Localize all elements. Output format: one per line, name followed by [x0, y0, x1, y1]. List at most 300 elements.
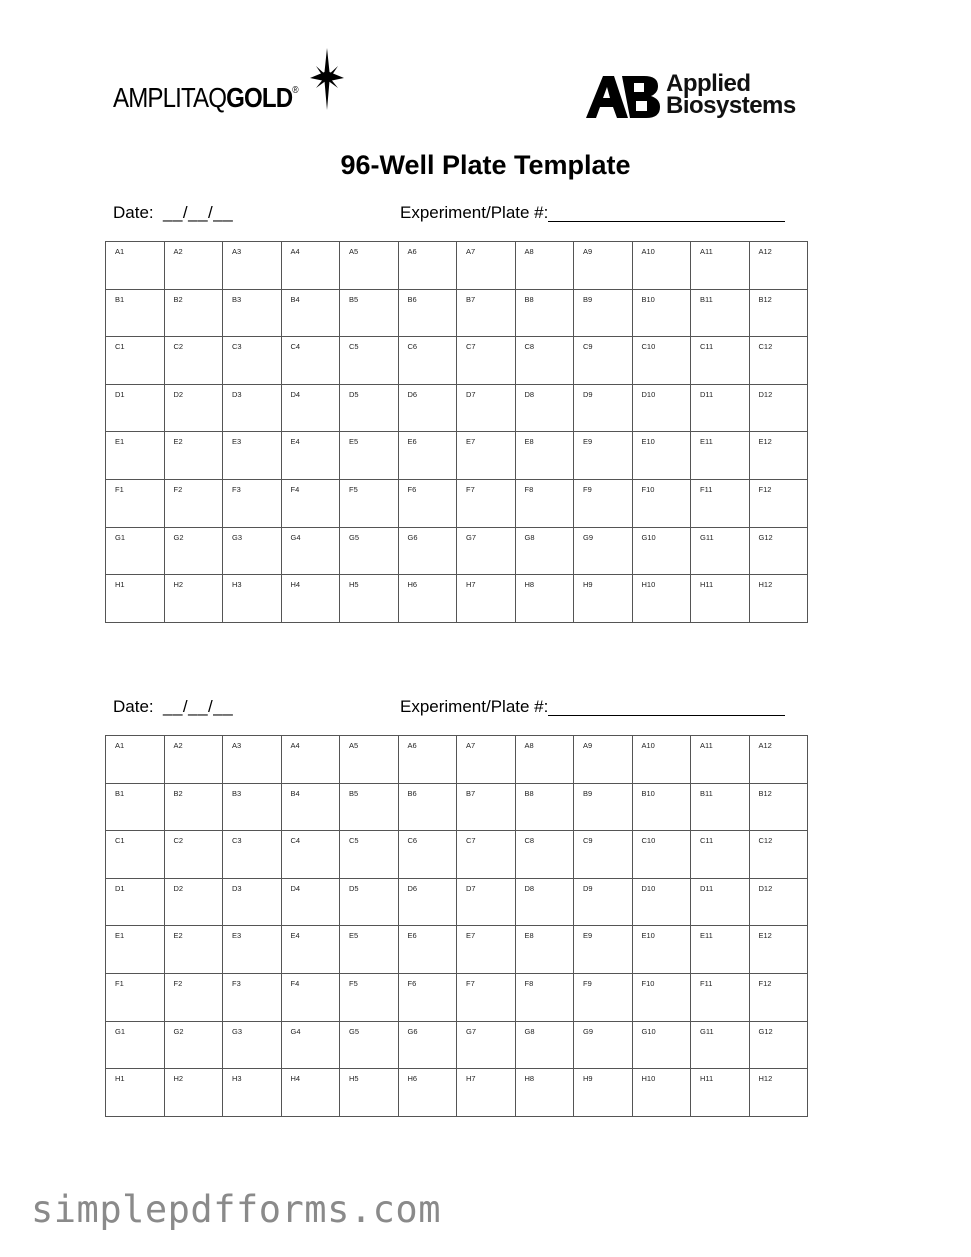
well-cell[interactable]: [340, 479, 399, 527]
well-cell[interactable]: [223, 337, 282, 385]
well-cell[interactable]: [281, 242, 340, 290]
well-cell[interactable]: [164, 527, 223, 575]
well-cell[interactable]: [340, 1021, 399, 1069]
well-label: G9: [583, 532, 594, 542]
well-label: D10: [641, 389, 656, 399]
well-label: A10: [641, 247, 655, 256]
well-cell[interactable]: [574, 831, 633, 879]
well-label: B2: [173, 788, 183, 798]
well-cell[interactable]: [574, 973, 633, 1021]
well-label: H1: [115, 1074, 125, 1084]
well-cell[interactable]: [457, 926, 516, 974]
well-cell[interactable]: [164, 289, 223, 337]
well-label: C1: [115, 342, 125, 352]
well-cell[interactable]: [749, 337, 808, 385]
well-label: H2: [173, 1074, 184, 1084]
date-label: Date:: [113, 697, 154, 716]
well-label: F4: [290, 484, 300, 494]
well-label: G10: [641, 1026, 656, 1036]
well-cell[interactable]: [749, 479, 808, 527]
well-label: E1: [115, 931, 125, 941]
well-cell[interactable]: [398, 289, 457, 337]
well-cell[interactable]: [691, 831, 750, 879]
well-cell[interactable]: [340, 289, 399, 337]
well-cell[interactable]: [281, 736, 340, 784]
well-label: G1: [115, 532, 126, 542]
well-cell[interactable]: [749, 289, 808, 337]
well-label: C7: [466, 836, 476, 846]
well-label: C3: [232, 836, 242, 846]
well-label: F6: [407, 978, 417, 988]
plate-row: [106, 973, 808, 1021]
plate-row: [106, 1021, 808, 1069]
well-label: H2: [173, 580, 184, 590]
well-cell[interactable]: [574, 479, 633, 527]
well-label: D3: [232, 883, 242, 893]
well-cell[interactable]: [281, 973, 340, 1021]
well-cell[interactable]: [281, 527, 340, 575]
well-cell[interactable]: [574, 384, 633, 432]
well-label: A6: [407, 247, 417, 256]
well-label: A4: [290, 247, 300, 256]
well-cell[interactable]: [398, 926, 457, 974]
well-cell[interactable]: [398, 878, 457, 926]
well-label: B2: [173, 294, 183, 304]
well-cell[interactable]: [164, 1069, 223, 1117]
well-cell[interactable]: [515, 479, 574, 527]
well-cell[interactable]: [691, 878, 750, 926]
well-cell[interactable]: [398, 479, 457, 527]
well-cell[interactable]: [691, 242, 750, 290]
well-label: H6: [407, 1074, 418, 1084]
well-cell[interactable]: [457, 527, 516, 575]
well-cell[interactable]: [457, 1021, 516, 1069]
well-cell[interactable]: [632, 337, 691, 385]
well-cell[interactable]: [281, 337, 340, 385]
well-cell[interactable]: [749, 1069, 808, 1117]
well-cell[interactable]: [223, 878, 282, 926]
well-cell[interactable]: [281, 432, 340, 480]
well-cell[interactable]: [632, 973, 691, 1021]
well-label: E5: [349, 931, 359, 941]
well-label: A12: [758, 741, 772, 750]
well-label: A6: [407, 741, 417, 750]
well-label: G7: [466, 532, 477, 542]
well-cell[interactable]: [691, 973, 750, 1021]
well-cell[interactable]: [281, 878, 340, 926]
well-cell[interactable]: [398, 736, 457, 784]
well-cell[interactable]: [106, 289, 165, 337]
well-label: A11: [700, 247, 713, 256]
well-label: C5: [349, 836, 359, 846]
well-label: C11: [700, 836, 714, 846]
well-cell[interactable]: [515, 831, 574, 879]
well-cell[interactable]: [223, 242, 282, 290]
well-label: B5: [349, 788, 359, 798]
well-cell[interactable]: [398, 783, 457, 831]
well-cell[interactable]: [632, 878, 691, 926]
well-cell[interactable]: [106, 337, 165, 385]
well-label: F10: [641, 484, 655, 494]
well-cell[interactable]: [106, 575, 165, 623]
well-cell[interactable]: [340, 384, 399, 432]
well-cell[interactable]: [691, 736, 750, 784]
well-cell[interactable]: [574, 575, 633, 623]
well-label: G4: [290, 1026, 301, 1036]
experiment-plate-field[interactable]: [548, 715, 785, 716]
well-label: G6: [407, 532, 418, 542]
well-cell[interactable]: [515, 973, 574, 1021]
well-cell[interactable]: [691, 479, 750, 527]
well-label: G5: [349, 1026, 360, 1036]
well-cell[interactable]: [457, 783, 516, 831]
well-cell[interactable]: [223, 1069, 282, 1117]
well-cell[interactable]: [515, 1069, 574, 1117]
well-cell[interactable]: [749, 242, 808, 290]
well-label: B7: [466, 294, 476, 304]
well-cell[interactable]: [164, 878, 223, 926]
well-cell[interactable]: [398, 1021, 457, 1069]
well-cell[interactable]: [515, 289, 574, 337]
well-cell[interactable]: [749, 1021, 808, 1069]
well-cell[interactable]: [223, 973, 282, 1021]
experiment-plate-field[interactable]: [548, 221, 785, 222]
well-cell[interactable]: [106, 736, 165, 784]
well-label: E7: [466, 437, 476, 447]
well-cell[interactable]: [223, 736, 282, 784]
well-cell[interactable]: [223, 527, 282, 575]
well-cell[interactable]: [691, 384, 750, 432]
plate-row: [106, 1069, 808, 1117]
well-cell[interactable]: [457, 736, 516, 784]
well-label: C9: [583, 836, 593, 846]
well-label: F12: [758, 484, 772, 494]
well-cell[interactable]: [106, 527, 165, 575]
well-label: A11: [700, 741, 713, 750]
well-cell[interactable]: [106, 242, 165, 290]
well-cell[interactable]: [398, 384, 457, 432]
well-cell[interactable]: [691, 289, 750, 337]
well-cell[interactable]: [398, 432, 457, 480]
well-cell[interactable]: [340, 831, 399, 879]
well-cell[interactable]: [106, 973, 165, 1021]
well-cell[interactable]: [691, 337, 750, 385]
well-cell[interactable]: [106, 878, 165, 926]
well-label: B12: [758, 788, 772, 798]
well-cell[interactable]: [106, 926, 165, 974]
well-cell[interactable]: [632, 242, 691, 290]
well-cell[interactable]: [398, 242, 457, 290]
well-cell[interactable]: [106, 1069, 165, 1117]
well-cell[interactable]: [340, 783, 399, 831]
well-label: B9: [583, 788, 593, 798]
well-cell[interactable]: [340, 242, 399, 290]
well-cell[interactable]: [691, 432, 750, 480]
well-cell[interactable]: [281, 831, 340, 879]
well-label: C6: [407, 836, 418, 846]
plate-row: [106, 479, 808, 527]
well-cell[interactable]: [164, 432, 223, 480]
well-label: G5: [349, 532, 360, 542]
well-cell[interactable]: [223, 384, 282, 432]
well-cell[interactable]: [749, 736, 808, 784]
well-label: A1: [115, 247, 125, 256]
well-cell[interactable]: [340, 736, 399, 784]
well-cell[interactable]: [632, 479, 691, 527]
plate-row: [106, 783, 808, 831]
well-cell[interactable]: [457, 575, 516, 623]
well-cell[interactable]: [574, 432, 633, 480]
well-cell[interactable]: [223, 783, 282, 831]
well-cell[interactable]: [457, 289, 516, 337]
well-cell[interactable]: [691, 783, 750, 831]
well-cell[interactable]: [632, 575, 691, 623]
well-label: G12: [758, 1026, 773, 1036]
well-cell[interactable]: [281, 575, 340, 623]
well-cell[interactable]: [749, 384, 808, 432]
well-label: E11: [700, 437, 713, 447]
well-cell[interactable]: [574, 736, 633, 784]
well-label: H1: [115, 580, 125, 590]
well-cell[interactable]: [340, 527, 399, 575]
well-cell[interactable]: [457, 479, 516, 527]
well-cell[interactable]: [164, 926, 223, 974]
well-cell[interactable]: [281, 384, 340, 432]
well-label: G9: [583, 1026, 594, 1036]
well-label: F5: [349, 978, 358, 988]
well-cell[interactable]: [515, 575, 574, 623]
well-label: E12: [758, 437, 772, 447]
well-cell[interactable]: [515, 926, 574, 974]
plate-row: [106, 527, 808, 575]
well-cell[interactable]: [574, 926, 633, 974]
well-cell[interactable]: [574, 337, 633, 385]
well-cell[interactable]: [749, 527, 808, 575]
well-cell[interactable]: [164, 242, 223, 290]
well-cell[interactable]: [574, 527, 633, 575]
well-cell[interactable]: [574, 1021, 633, 1069]
well-cell[interactable]: [164, 575, 223, 623]
well-cell[interactable]: [164, 973, 223, 1021]
well-cell[interactable]: [632, 783, 691, 831]
well-label: E10: [641, 437, 655, 447]
well-label: C9: [583, 342, 593, 352]
well-cell[interactable]: [749, 432, 808, 480]
well-cell[interactable]: [164, 337, 223, 385]
experiment-plate-label: Experiment/Plate #:: [400, 203, 549, 222]
well-label: E6: [407, 931, 417, 941]
well-cell[interactable]: [340, 432, 399, 480]
well-cell[interactable]: [749, 878, 808, 926]
well-cell[interactable]: [164, 736, 223, 784]
well-cell[interactable]: [515, 783, 574, 831]
well-cell[interactable]: [223, 289, 282, 337]
well-label: F7: [466, 978, 475, 988]
well-cell[interactable]: [340, 878, 399, 926]
well-cell[interactable]: [457, 337, 516, 385]
well-label: D12: [758, 883, 773, 893]
well-label: F1: [115, 978, 124, 988]
well-cell[interactable]: [749, 575, 808, 623]
well-cell[interactable]: [281, 289, 340, 337]
plate-row: [106, 432, 808, 480]
plate-2-header-fields: [113, 697, 813, 719]
well-cell[interactable]: [106, 479, 165, 527]
well-cell[interactable]: [691, 575, 750, 623]
well-label: H10: [641, 1074, 656, 1084]
well-label: B3: [232, 294, 242, 304]
well-label: H11: [700, 580, 714, 590]
well-label: G2: [173, 1026, 184, 1036]
well-label: B4: [290, 788, 300, 798]
well-cell[interactable]: [457, 1069, 516, 1117]
well-cell[interactable]: [457, 384, 516, 432]
well-cell[interactable]: [340, 926, 399, 974]
well-label: C3: [232, 342, 242, 352]
logo-word-amplitaq: AMPLITAQ: [113, 82, 227, 113]
date-field[interactable]: __/__/__: [163, 697, 234, 716]
well-cell[interactable]: [632, 289, 691, 337]
well-label: D4: [290, 883, 301, 893]
well-cell[interactable]: [281, 479, 340, 527]
well-cell[interactable]: [106, 1021, 165, 1069]
well-cell[interactable]: [106, 783, 165, 831]
well-label: F3: [232, 978, 241, 988]
well-cell[interactable]: [632, 736, 691, 784]
well-cell[interactable]: [281, 926, 340, 974]
well-label: H5: [349, 1074, 359, 1084]
plate-row: [106, 831, 808, 879]
well-label: C12: [758, 836, 773, 846]
well-cell[interactable]: [515, 1021, 574, 1069]
well-label: B6: [407, 294, 417, 304]
well-cell[interactable]: [223, 479, 282, 527]
well-label: H12: [758, 1074, 773, 1084]
well-cell[interactable]: [515, 384, 574, 432]
well-cell[interactable]: [457, 432, 516, 480]
well-cell[interactable]: [223, 1021, 282, 1069]
well-cell[interactable]: [515, 432, 574, 480]
well-cell[interactable]: [457, 973, 516, 1021]
well-cell[interactable]: [515, 736, 574, 784]
well-label: G11: [700, 1026, 714, 1036]
well-cell[interactable]: [398, 831, 457, 879]
well-cell[interactable]: [632, 1069, 691, 1117]
well-cell[interactable]: [223, 831, 282, 879]
well-cell[interactable]: [574, 289, 633, 337]
well-cell[interactable]: [223, 432, 282, 480]
well-cell[interactable]: [749, 973, 808, 1021]
well-cell[interactable]: [632, 527, 691, 575]
well-cell[interactable]: [749, 926, 808, 974]
well-cell[interactable]: [164, 831, 223, 879]
well-cell[interactable]: [223, 575, 282, 623]
well-label: D11: [700, 389, 714, 399]
well-cell[interactable]: [106, 432, 165, 480]
well-cell[interactable]: [457, 831, 516, 879]
well-cell[interactable]: [340, 1069, 399, 1117]
well-cell[interactable]: [574, 242, 633, 290]
well-cell[interactable]: [749, 831, 808, 879]
well-cell[interactable]: [632, 384, 691, 432]
well-cell[interactable]: [281, 783, 340, 831]
well-cell[interactable]: [340, 575, 399, 623]
well-label: G11: [700, 532, 714, 542]
well-label: A3: [232, 247, 242, 256]
well-label: G2: [173, 532, 184, 542]
well-cell[interactable]: [691, 1069, 750, 1117]
well-cell[interactable]: [632, 831, 691, 879]
well-cell[interactable]: [398, 527, 457, 575]
well-label: A7: [466, 247, 476, 256]
well-label: H4: [290, 1074, 301, 1084]
well-label: C1: [115, 836, 125, 846]
brand-line-applied: Applied: [666, 70, 751, 97]
well-label: B3: [232, 788, 242, 798]
well-cell[interactable]: [574, 1069, 633, 1117]
well-cell[interactable]: [398, 1069, 457, 1117]
well-cell[interactable]: [574, 783, 633, 831]
well-cell[interactable]: [340, 973, 399, 1021]
well-cell[interactable]: [515, 878, 574, 926]
well-label: H3: [232, 1074, 242, 1084]
well-label: D7: [466, 389, 476, 399]
well-cell[interactable]: [223, 926, 282, 974]
well-label: C5: [349, 342, 359, 352]
well-label: E2: [173, 437, 183, 447]
well-cell[interactable]: [164, 384, 223, 432]
well-cell[interactable]: [106, 831, 165, 879]
well-cell[interactable]: [632, 1021, 691, 1069]
well-cell[interactable]: [515, 242, 574, 290]
well-label: F11: [700, 978, 713, 988]
well-cell[interactable]: [281, 1021, 340, 1069]
well-cell[interactable]: [164, 1021, 223, 1069]
well-cell[interactable]: [632, 926, 691, 974]
well-cell[interactable]: [106, 384, 165, 432]
well-label: G10: [641, 532, 656, 542]
well-cell[interactable]: [398, 337, 457, 385]
well-cell[interactable]: [164, 783, 223, 831]
well-cell[interactable]: [398, 973, 457, 1021]
page-title: 96-Well Plate Template: [340, 150, 631, 180]
date-field[interactable]: __/__/__: [163, 203, 234, 222]
well-cell[interactable]: [398, 575, 457, 623]
well-label: E1: [115, 437, 125, 447]
well-label: E3: [232, 437, 242, 447]
well-label: B10: [641, 788, 655, 798]
well-label: A12: [758, 247, 772, 256]
well-label: B11: [700, 788, 713, 798]
well-cell[interactable]: [691, 527, 750, 575]
well-cell[interactable]: [457, 242, 516, 290]
well-cell[interactable]: [691, 1021, 750, 1069]
well-cell[interactable]: [164, 479, 223, 527]
well-cell[interactable]: [632, 432, 691, 480]
well-label: D12: [758, 389, 773, 399]
well-cell[interactable]: [340, 337, 399, 385]
well-cell[interactable]: [515, 337, 574, 385]
well-label: F10: [641, 978, 655, 988]
well-cell[interactable]: [457, 878, 516, 926]
ab-monogram-icon: [586, 76, 660, 118]
well-cell[interactable]: [281, 1069, 340, 1117]
well-cell[interactable]: [574, 878, 633, 926]
well-cell[interactable]: [749, 783, 808, 831]
well-cell[interactable]: [515, 527, 574, 575]
well-label: F8: [524, 484, 534, 494]
well-cell[interactable]: [691, 926, 750, 974]
